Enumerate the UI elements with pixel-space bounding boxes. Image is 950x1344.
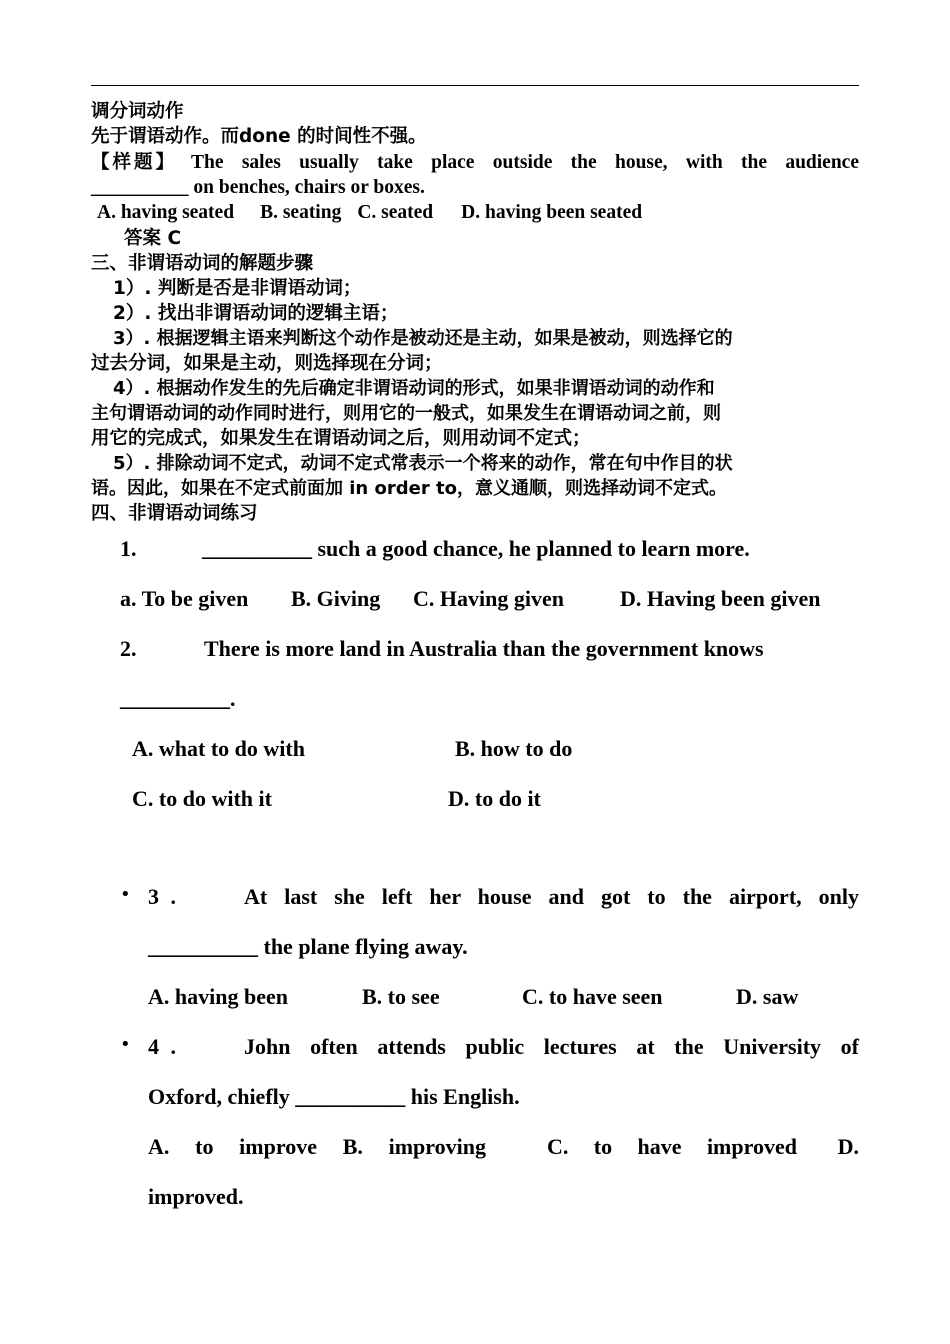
- q1-option-c: C. Having given: [413, 586, 564, 611]
- q4-stem-line-1: John often attends public lectures at the University of: [244, 1034, 859, 1059]
- q1-stem: __________ such a good chance, he planned to learn more.: [202, 536, 750, 561]
- q4-bullet: •: [120, 1034, 131, 1055]
- example-stem-a: The sales usually take place outside the house, with the audience: [191, 152, 859, 173]
- q3-number: 3 .: [148, 884, 179, 909]
- step-5-line-2: 语。因此，如果在不定式前面加 in order to，意义通顺，则选择动词不定式。: [91, 478, 727, 499]
- q3-stem-line-1: At last she left her house and got to the airport, only: [244, 884, 859, 909]
- intro-line-2: 先于谓语动作。而done 的时间性不强。: [91, 126, 427, 147]
- example-answer: [124, 226, 892, 251]
- q1-option-a: a. To be given: [120, 586, 249, 611]
- example-option-d: D. having been seated: [461, 202, 643, 223]
- example-stem-line-1: [91, 150, 859, 175]
- step-3-line-2: 过去分词，如果是主动，则选择现在分词；: [91, 353, 443, 374]
- q4-stem-line-2: Oxford, chiefly __________ his English.: [148, 1084, 520, 1109]
- q2-number: 2.: [120, 636, 137, 661]
- q2-stem: There is more land in Australia than the government knows: [204, 636, 764, 661]
- example-tag: 【样题】: [91, 152, 178, 173]
- step-4-line-2: 主句谓语动词的动作同时进行，则用它的一般式，如果发生在谓语动词之前，则: [91, 403, 721, 424]
- example-option-b: B. seating: [260, 202, 342, 223]
- q1-option-d: D. Having been given: [620, 586, 821, 611]
- q1-number: 1.: [120, 536, 137, 561]
- section-3-title: 三、非谓语动词的解题步骤: [91, 253, 314, 274]
- q2-option-c: C. to do with it: [132, 786, 272, 811]
- q4-number: 4 .: [148, 1034, 179, 1059]
- q4-option-c: C. to have improved: [547, 1134, 797, 1159]
- q3-option-a: A. having been: [148, 984, 288, 1009]
- q4-options-line: [148, 1122, 859, 1172]
- example-answer-text: 答案 C: [124, 228, 182, 249]
- intro-line-1: 调分词动作: [91, 101, 184, 122]
- q2-option-a: A. what to do with: [132, 736, 305, 761]
- step-2: 2）. 找出非谓语动词的逻辑主语；: [113, 303, 399, 324]
- q4-option-d: D.: [837, 1134, 859, 1159]
- q1-option-b: B. Giving: [291, 586, 381, 611]
- q4-option-ab: A. to improve B. improving: [148, 1134, 486, 1159]
- step-4-line-3: 用它的完成式，如果发生在谓语动词之后，则用动词不定式；: [91, 428, 591, 449]
- step-1: 1）. 判断是否是非谓语动词；: [113, 278, 362, 299]
- q2-blank: __________.: [120, 686, 236, 711]
- step-3-line-1: 3）. 根据逻辑主语来判断这个动作是被动还是主动，如果是被动，则选择它的: [113, 328, 733, 349]
- example-option-c: C. seated: [357, 202, 434, 223]
- header-rule: [91, 85, 859, 86]
- example-options: [97, 200, 865, 225]
- example-option-a: A. having seated: [97, 202, 235, 223]
- q4-option-d-continued: improved.: [148, 1184, 244, 1209]
- q3-stem-line-2: __________ the plane flying away.: [148, 934, 468, 959]
- q3-bullet: •: [120, 884, 131, 905]
- q3-option-d: D. saw: [736, 984, 799, 1009]
- step-4-line-1: 4）. 根据动作发生的先后确定非谓语动词的形式，如果非谓语动词的动作和: [113, 378, 715, 399]
- section-4-title: 四、非谓语动词练习: [91, 503, 258, 524]
- q3-option-c: C. to have seen: [522, 984, 663, 1009]
- q2-option-b: B. how to do: [455, 736, 573, 761]
- example-stem-line-2: __________ on benches, chairs or boxes.: [91, 177, 425, 198]
- q2-option-d: D. to do it: [448, 786, 541, 811]
- step-5-line-1: 5）. 排除动词不定式，动词不定式常表示一个将来的动作，常在句中作目的状: [113, 453, 733, 474]
- q3-option-b: B. to see: [362, 984, 440, 1009]
